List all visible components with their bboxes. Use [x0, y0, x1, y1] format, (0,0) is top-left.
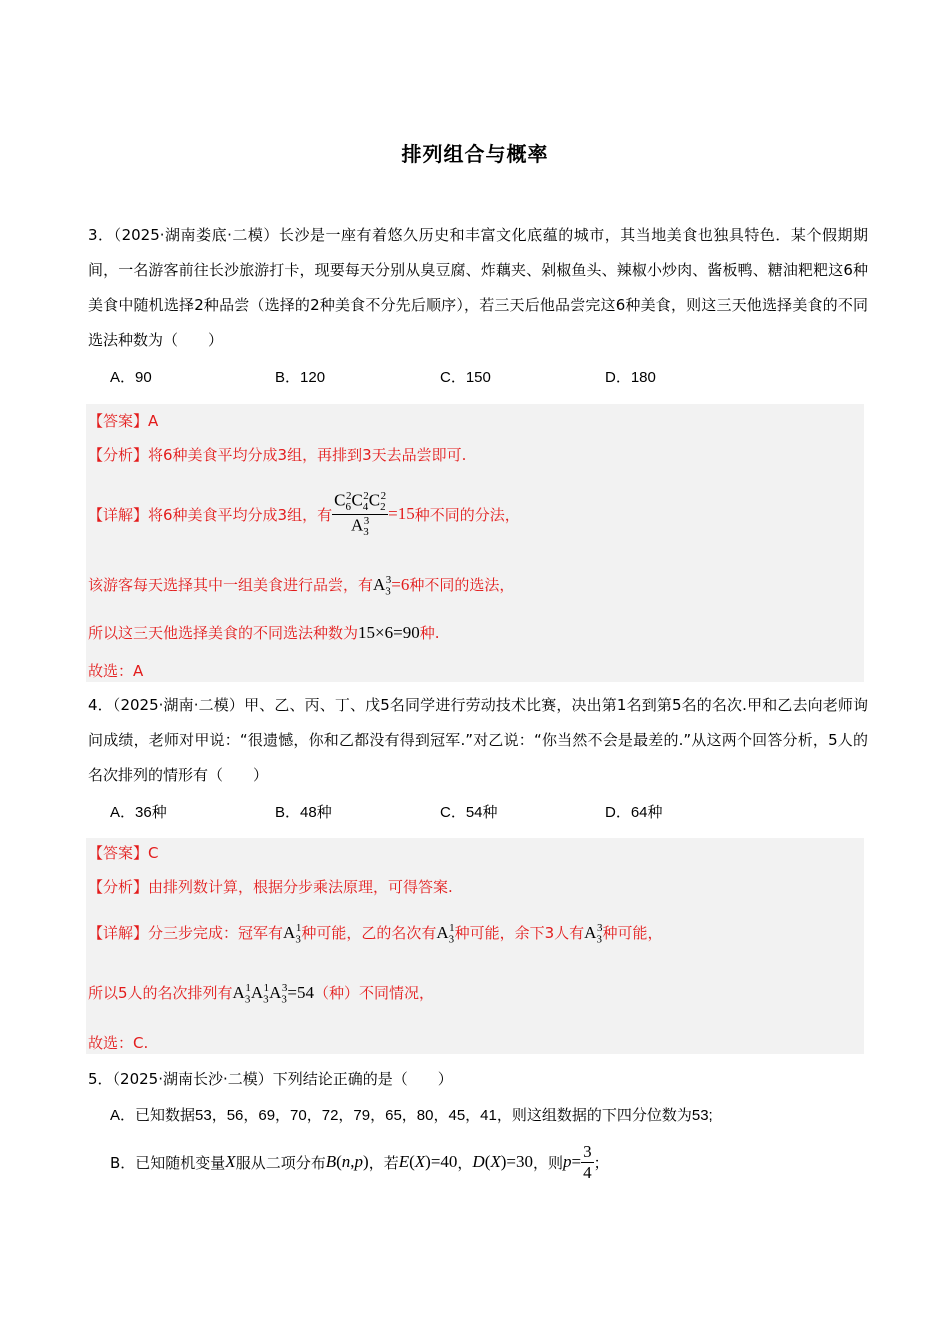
variable-x: X	[225, 1152, 236, 1171]
binomial-expression: B(n,p)	[325, 1152, 369, 1171]
question-4-text: 4．（2025·湖南·二模）甲、乙、丙、丁、戊5名同学进行劳动技术比赛，决出第1名到第5名的名次.甲和乙去向老师询问成绩，老师对甲说：“很遗憾，你和乙都没有得到冠军.”对乙说：“你当然不会是最差的.”从这两个回答分析，5人的名次排列的情形有（ ）	[88, 696, 868, 784]
option-b[interactable]: B．48种	[275, 803, 332, 821]
total-line	[88, 982, 434, 1005]
option-b-text-4: ，	[457, 1153, 473, 1172]
question-4-options	[88, 795, 868, 827]
selection-text: 该游客每天选择其中一组美食进行品尝，有	[88, 576, 374, 594]
arrangement-symbol: $A_3^1$	[283, 922, 302, 946]
total-equation: =54	[287, 983, 314, 1002]
detail-text-b: 种可能，乙的名次有	[301, 924, 437, 942]
arrangement-symbol: $A_3^1$	[436, 922, 455, 946]
question-3-options	[88, 360, 868, 392]
question-3-solution	[86, 404, 864, 682]
detail-post: 种不同的分法，	[414, 505, 520, 524]
option-d[interactable]: D．180	[605, 368, 656, 386]
expectation-expression: E(X)=40	[398, 1152, 458, 1171]
option-b-end: ；	[593, 1153, 609, 1172]
option-a[interactable]: A．36种	[110, 803, 167, 821]
option-d[interactable]: D．64种	[605, 803, 663, 821]
question-4	[88, 688, 868, 827]
option-b-text-3: ，若	[368, 1153, 399, 1172]
total-text: 所以5人的名次排列有	[88, 984, 233, 1002]
option-b-text-2: 服从二项分布	[235, 1153, 326, 1172]
detail-text-d: 种可能，	[602, 924, 663, 942]
total-equation: 15×6=90	[358, 623, 420, 642]
answer-tag: 【答案】	[88, 844, 149, 862]
total-post: （种）不同情况，	[313, 984, 434, 1002]
detail-tag: 【详解】	[88, 924, 149, 942]
detail-tag: 【详解】	[88, 505, 149, 524]
arrangement-symbol: $A_3^3$	[373, 574, 392, 598]
page-title: 排列组合与概率	[401, 142, 549, 166]
option-b[interactable]: B．120	[275, 368, 326, 386]
combination-fraction: $\frac{C_6^2C_4^2C_2^2}{A_3^3}$	[334, 490, 387, 538]
option-c[interactable]: C．150	[440, 368, 491, 386]
option-a[interactable]: A．已知数据53，56，69，70，72，79，65，80，45，41，则这组数据的下四分位数为53;	[110, 1107, 713, 1124]
option-b-text: B．已知随机变量	[110, 1153, 226, 1172]
arrangement-symbol: $A_3^3$	[584, 922, 603, 946]
variance-expression: D(X)=30	[472, 1152, 534, 1171]
detail-text: 将6种美食平均分成3组，有	[148, 505, 333, 524]
question-5-text: 5．（2025·湖南长沙·二模）下列结论正确的是（ ）	[88, 1070, 453, 1088]
answer-tag: 【答案】	[88, 412, 149, 430]
selection-post: 种不同的选法，	[409, 576, 515, 594]
option-c[interactable]: C．54种	[440, 803, 498, 821]
detail-text-a: 分三步完成：冠军有	[148, 924, 284, 942]
detail-text-c: 种可能，余下3人有	[454, 924, 585, 942]
arrangement-product: $A_3^1A_3^1A_3^3$	[232, 982, 288, 1006]
choose-line: 故选：A	[88, 662, 144, 680]
total-text: 所以这三天他选择美食的不同选法种数为	[88, 624, 359, 642]
analysis-text: 将6种美食平均分成3组，再排到3天去品尝即可.	[148, 446, 467, 464]
answer-line	[88, 410, 158, 431]
detail-line	[88, 922, 662, 945]
detail-equation: =15	[388, 504, 415, 523]
answer-value: C	[148, 844, 159, 862]
analysis-line	[88, 444, 466, 465]
question-4-solution	[86, 838, 864, 1054]
question-5	[88, 1062, 868, 1097]
option-b[interactable]	[110, 1140, 870, 1184]
selection-line	[88, 574, 514, 597]
analysis-tag: 【分析】	[88, 446, 149, 464]
selection-equation: =6	[391, 575, 410, 594]
analysis-tag: 【分析】	[88, 878, 149, 896]
analysis-text: 由排列数计算，根据分步乘法原理，可得答案.	[148, 878, 453, 896]
total-line	[88, 622, 439, 643]
question-3-text: 3．（2025·湖南娄底·二模）长沙是一座有着悠久历史和丰富文化底蕴的城市，其当地美食也独具特色．某个假期期间，一名游客前往长沙旅游打卡，现要每天分别从臭豆腐、炸藕夹、剁椒鱼头、辣椒小炒肉、酱板鸭、糖油粑粑这6种美食中随机选择2种品尝（选择的2种美食不分先后顺序），若三天后他品尝完这6种美食，则这三天他选择美食的不同选法种数为（ ）	[88, 226, 868, 349]
option-a[interactable]: A．90	[110, 368, 152, 386]
analysis-line	[88, 876, 453, 897]
answer-line	[88, 842, 159, 863]
total-post: 种.	[419, 624, 440, 642]
answer-value: A	[148, 412, 159, 430]
fraction-three-quarters: $\frac{3}{4}$	[583, 1141, 592, 1182]
choose-line: 故选：C.	[88, 1034, 149, 1052]
question-3	[88, 218, 868, 392]
probability-expression: p=	[563, 1152, 582, 1171]
option-b-text-5: ，则	[533, 1153, 564, 1172]
detail-line	[88, 486, 520, 542]
